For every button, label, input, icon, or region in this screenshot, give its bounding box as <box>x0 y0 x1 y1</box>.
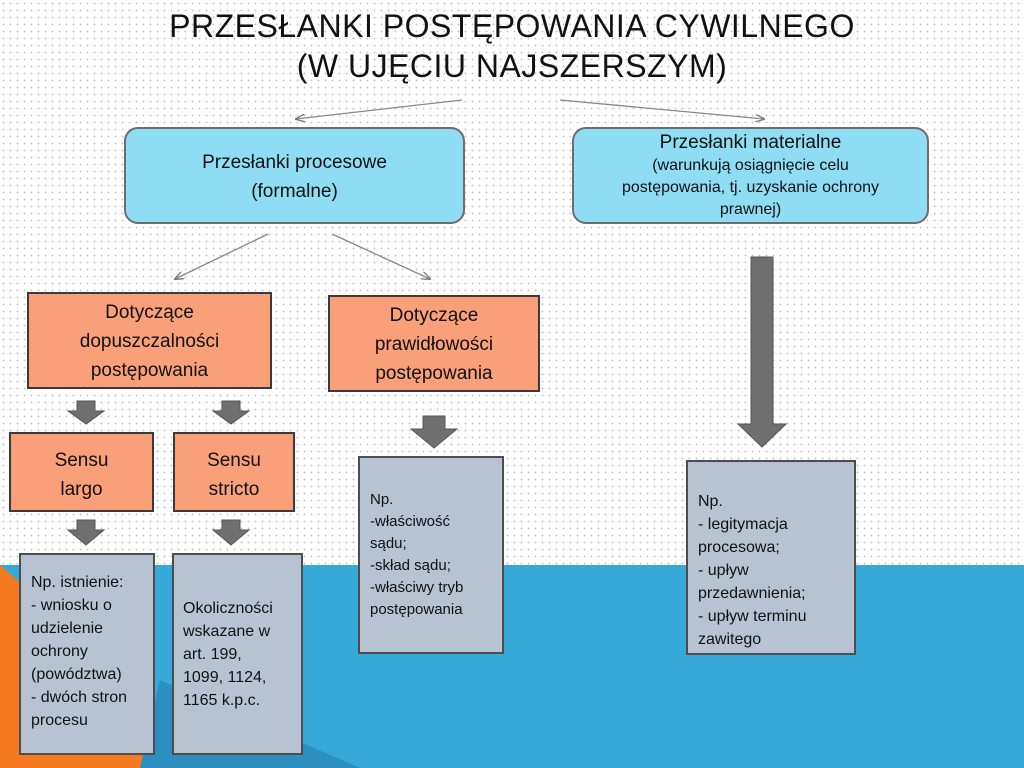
example-prawidlowosci-line: postępowania <box>370 601 463 618</box>
example-materialne-line: procesowa; <box>698 539 780 556</box>
sensu-stricto-line-1: Sensu <box>207 450 261 471</box>
example-materialne-line: Np. <box>698 493 723 510</box>
sensu-largo-line-1: Sensu <box>54 450 109 471</box>
example-materialne-box <box>686 460 856 655</box>
example-largo-line: (powództwa) <box>31 666 122 683</box>
procesowe-box <box>124 127 465 224</box>
example-largo-line: - wniosku o <box>31 597 112 614</box>
prawidlowosci-line-3: postępowania <box>375 363 493 384</box>
dopuszczalnosci-line-3: postępowania <box>90 360 209 381</box>
example-prawidlowosci-line: -właściwość <box>370 513 451 530</box>
sensu-stricto-box <box>173 432 295 512</box>
materialne-desc-1: (warunkują osiągnięcie celu <box>652 157 849 174</box>
example-materialne-line: - upływ terminu <box>698 608 807 625</box>
example-prawidlowosci-line: sądu; <box>370 535 407 552</box>
materialne-desc-2: postępowania, tj. uzyskanie ochrony <box>621 179 880 196</box>
title-line-2: (W UJĘCIU NAJSZERSZYM) <box>296 48 728 84</box>
example-materialne-line: - upływ <box>698 562 749 579</box>
prawidlowosci-box <box>328 295 540 392</box>
example-largo-line: Np. istnienie: <box>31 574 124 591</box>
procesowe-line-2: (formalne) <box>251 181 338 202</box>
example-stricto-line: art. 199, <box>183 646 242 663</box>
example-stricto-line: 1099, 1124, <box>183 669 267 686</box>
procesowe-line-1: Przesłanki procesowe <box>202 152 387 173</box>
example-materialne-line: przedawnienia; <box>698 585 806 602</box>
example-largo-line: procesu <box>31 712 88 729</box>
materialne-desc-3: prawnej) <box>719 201 782 218</box>
sensu-largo-line-2: largo <box>60 479 103 500</box>
dopuszczalnosci-line-1: Dotyczące <box>105 302 194 323</box>
sensu-stricto-line-2: stricto <box>208 479 260 500</box>
sensu-largo-box <box>9 432 154 512</box>
prawidlowosci-line-1: Dotyczące <box>389 305 479 326</box>
example-largo-line: udzielenie <box>31 620 104 637</box>
example-stricto-line: wskazane w <box>183 623 271 640</box>
example-stricto-line: 1165 k.p.c. <box>183 692 261 709</box>
title-line-1: PRZESŁANKI POSTĘPOWANIA CYWILNEGO <box>169 8 855 44</box>
example-prawidlowosci-line: -skład sądu; <box>370 557 451 574</box>
example-largo-line: - dwóch stron <box>31 689 128 706</box>
materialne-box <box>572 127 929 224</box>
example-prawidlowosci-box <box>358 456 504 654</box>
dopuszczalnosci-line-2: dopuszczalności <box>79 331 220 352</box>
page-title <box>0 6 1024 86</box>
materialne-heading: Przesłanki materialne <box>659 132 842 153</box>
example-prawidlowosci-line: Np. <box>370 491 394 508</box>
example-largo-line: ochrony <box>31 643 88 660</box>
dopuszczalnosci-box <box>27 292 272 389</box>
example-largo-box <box>19 553 155 755</box>
example-materialne-line: - legitymacja <box>698 516 788 533</box>
example-materialne-line: zawitego <box>698 631 762 648</box>
example-stricto-line: Okoliczności <box>183 600 273 617</box>
example-stricto-box <box>172 553 303 755</box>
prawidlowosci-line-2: prawidłowości <box>374 334 494 355</box>
example-prawidlowosci-line: -właściwy tryb <box>370 579 464 596</box>
